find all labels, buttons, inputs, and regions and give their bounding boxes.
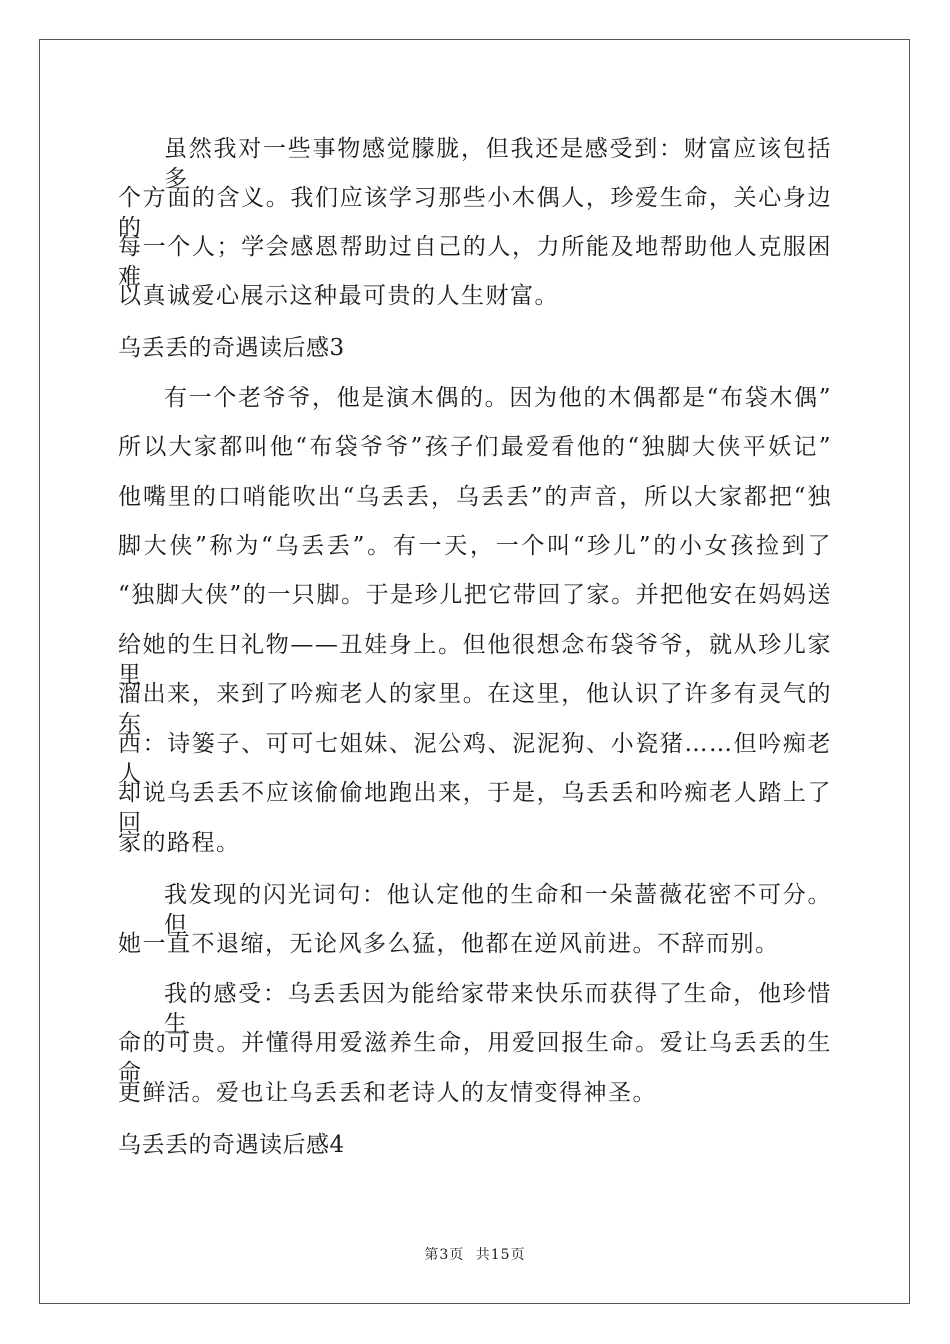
- text-line: 更鲜活。爱也让乌丢丢和老诗人的友情变得神圣。: [118, 1080, 657, 1106]
- text-line: 脚大侠”称为“乌丢丢”。有一天，一个叫“珍儿”的小女孩捡到了: [118, 533, 832, 559]
- text-line: 以真诚爱心展示这种最可贵的人生财富。: [118, 283, 559, 309]
- text-line: 她一直不退缩，无论风多么猛，他都在逆风前进。不辞而别。: [118, 931, 780, 957]
- text-line: 命的可贵。并懂得用爱滋养生命，用爱回报生命。爱让乌丢丢的生命: [118, 1030, 832, 1086]
- text-line: 虽然我对一些事物感觉朦胧，但我还是感受到：财富应该包括多: [164, 136, 832, 192]
- text-line: “独脚大侠”的一只脚。于是珍儿把它带回了家。并把他安在妈妈送: [118, 582, 832, 608]
- text-line: 所以大家都叫他“布袋爷爷”孩子们最爱看他的“独脚大侠平妖记”: [118, 434, 832, 460]
- page-number: 第3页: [424, 1247, 465, 1263]
- text-line: 西：诗篓子、可可七姐妹、泥公鸡、泥泥狗、小瓷猪……但吟痴老人: [118, 731, 832, 787]
- section-heading: 乌丢丢的奇遇读后感3: [118, 335, 345, 361]
- text-line: 每一个人；学会感恩帮助过自己的人，力所能及地帮助他人克服困难: [118, 234, 832, 290]
- text-line: 他嘴里的口哨能吹出“乌丢丢，乌丢丢”的声音，所以大家都把“独: [118, 484, 832, 510]
- text-line: 家的路程。: [118, 830, 241, 856]
- section-heading: 乌丢丢的奇遇读后感4: [118, 1132, 345, 1158]
- page-footer: [0, 1246, 950, 1264]
- text-line: 我的感受：乌丢丢因为能给家带来快乐而获得了生命，他珍惜生: [164, 981, 832, 1037]
- text-line: 我发现的闪光词句：他认定他的生命和一朵蔷薇花密不可分。但: [164, 882, 832, 938]
- text-line: 给她的生日礼物——丑娃身上。但他很想念布袋爷爷，就从珍儿家里: [118, 632, 832, 688]
- text-line: 有一个老爷爷，他是演木偶的。因为他的木偶都是“布袋木偶”: [164, 385, 832, 411]
- text-line: 溜出来，来到了吟痴老人的家里。在这里，他认识了许多有灵气的东: [118, 681, 832, 737]
- text-line: 个方面的含义。我们应该学习那些小木偶人，珍爱生命，关心身边的: [118, 185, 832, 241]
- page-frame: [39, 39, 910, 1304]
- text-line: 却说乌丢丢不应该偷偷地跑出来，于是，乌丢丢和吟痴老人踏上了回: [118, 780, 832, 836]
- page-total: 共15页: [475, 1247, 526, 1263]
